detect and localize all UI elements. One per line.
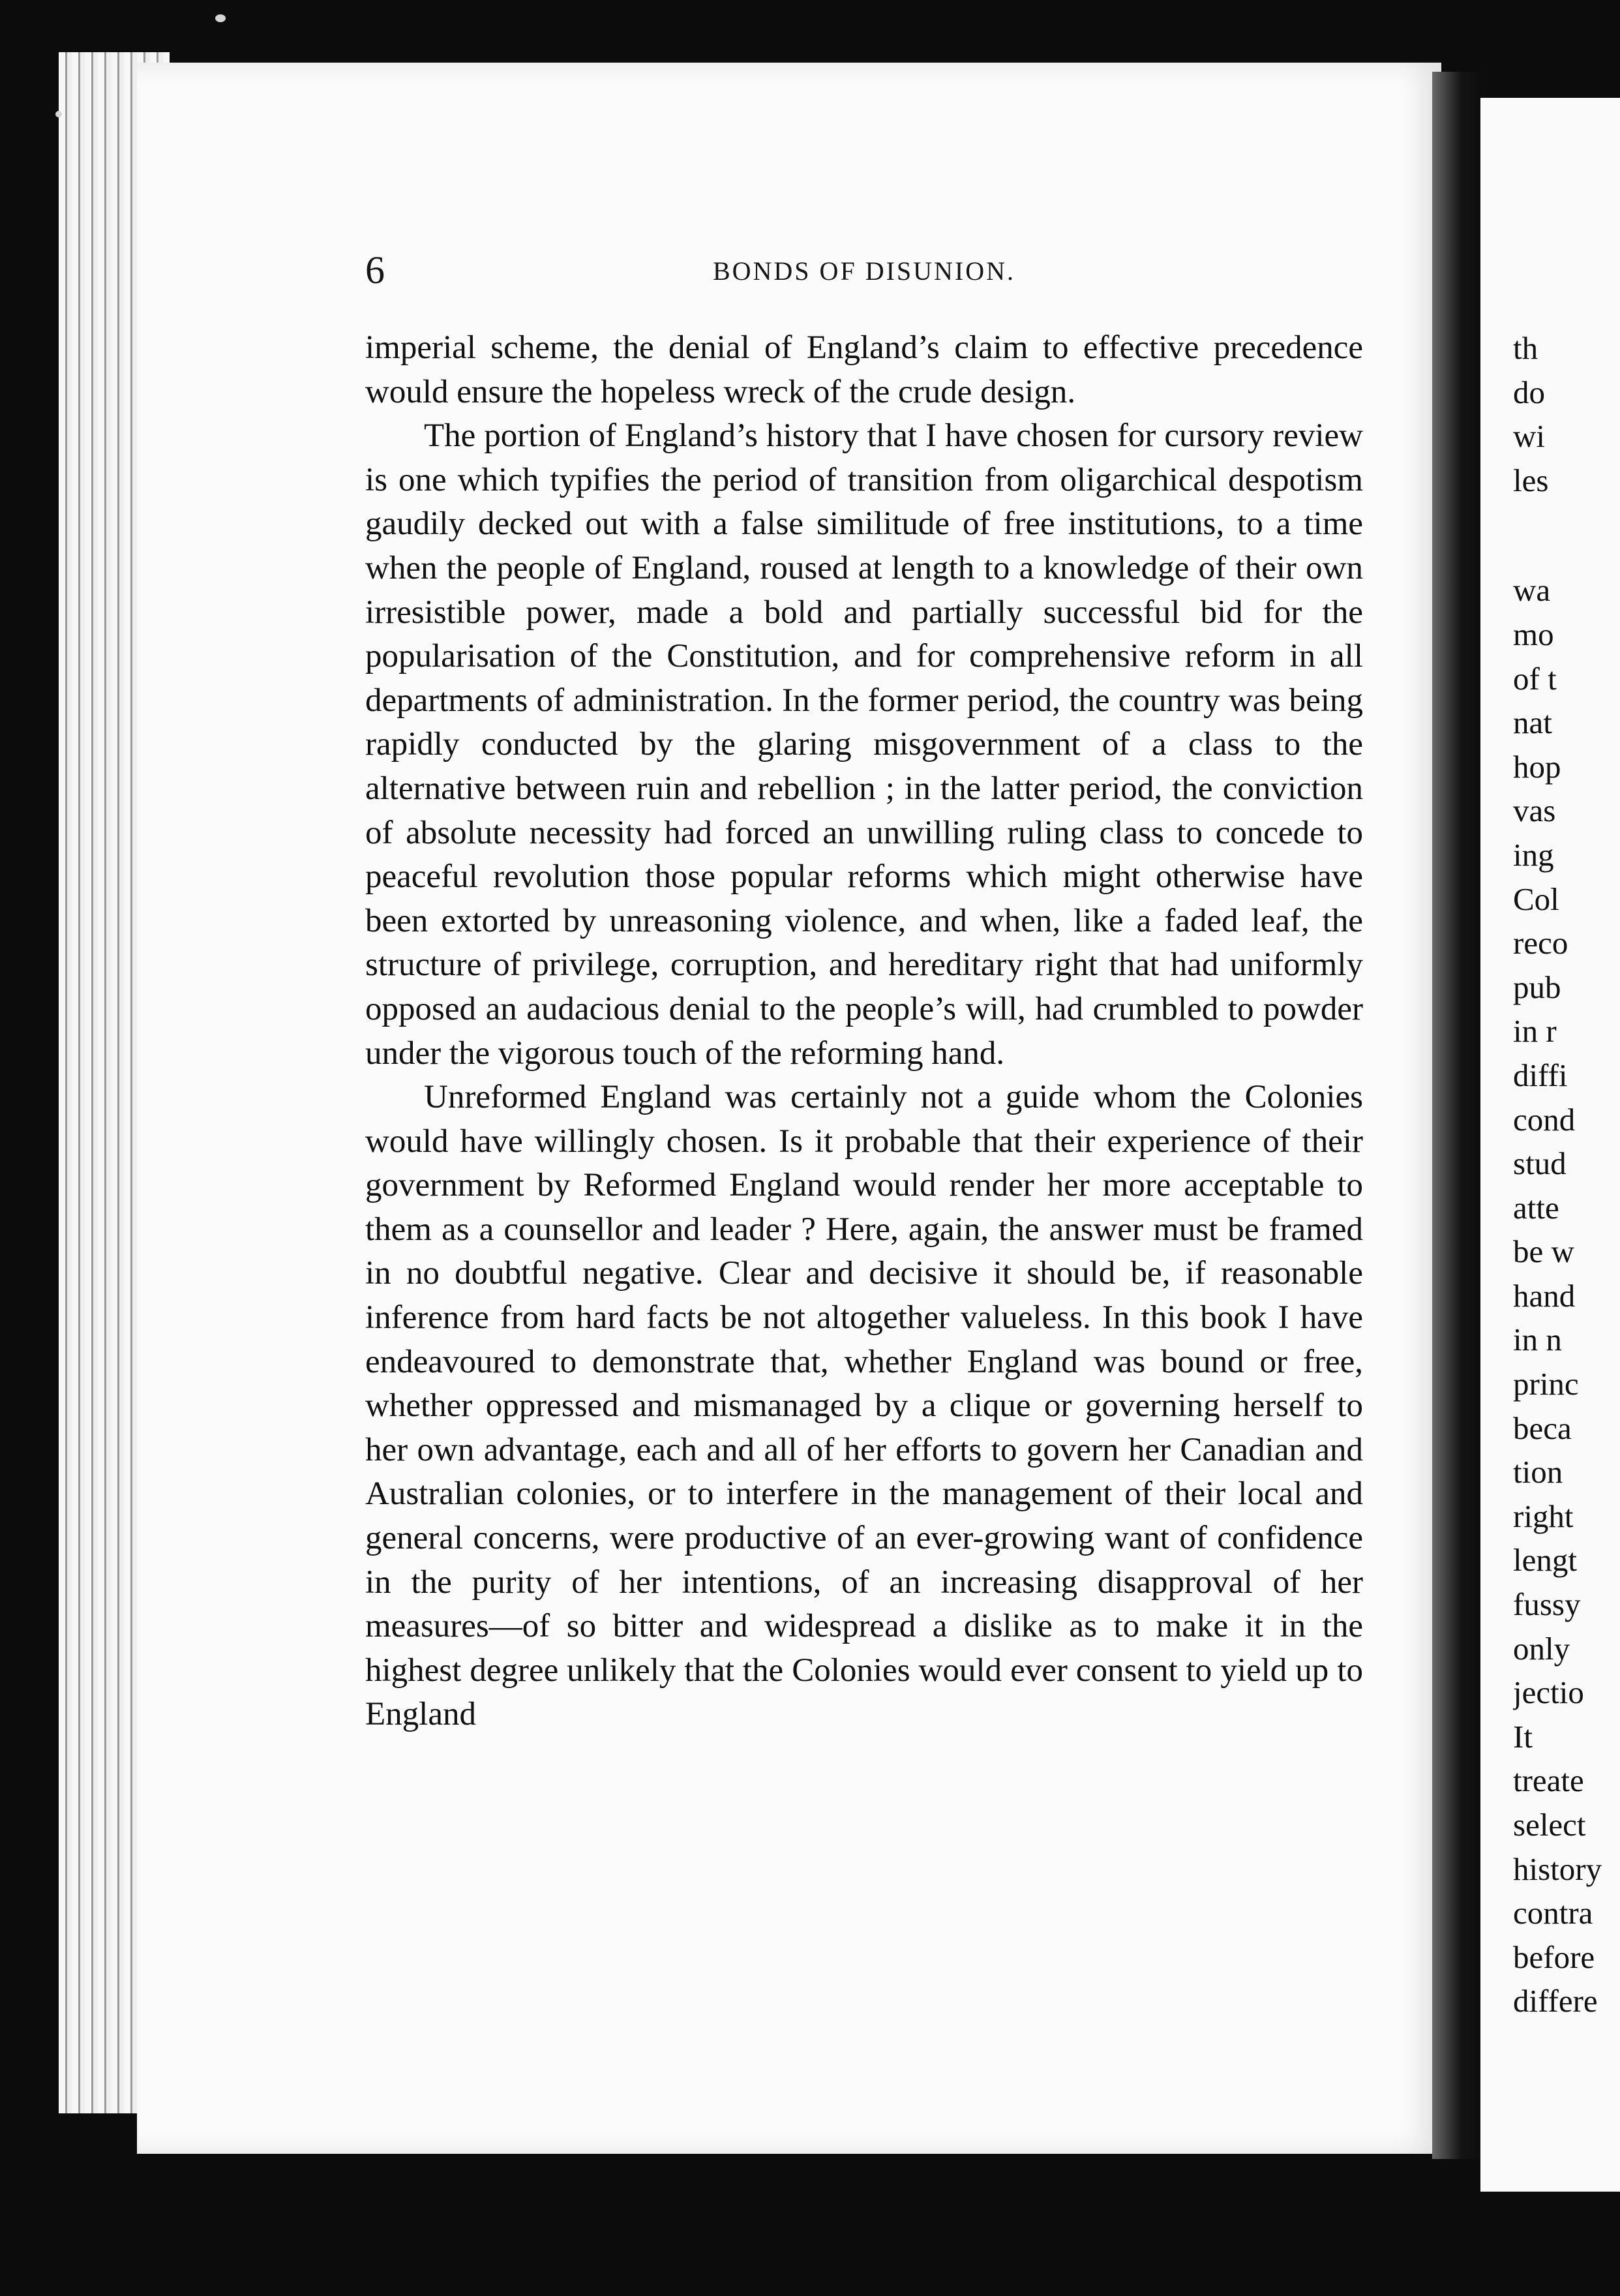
facing-page-line: princ [1513, 1366, 1579, 1402]
facing-page-line: tion [1513, 1454, 1563, 1490]
facing-page-line: diffi [1513, 1057, 1568, 1093]
facing-page-line: history [1513, 1850, 1602, 1887]
facing-page-line: reco [1513, 925, 1568, 961]
facing-page-line: les [1513, 462, 1549, 498]
running-head: BONDS OF DISUNION. [712, 256, 1016, 286]
facing-page-line: jectio [1513, 1674, 1584, 1711]
facing-page-line: It [1513, 1718, 1533, 1755]
facing-page-line: ing [1513, 836, 1554, 873]
facing-page-line: pub [1513, 969, 1561, 1005]
page-number: 6 [365, 249, 385, 292]
facing-page-line: only [1513, 1630, 1570, 1667]
dust-speck [55, 111, 62, 117]
facing-page-line: cond [1513, 1101, 1576, 1138]
paragraph: Unreformed England was certainly not a guide whom the Colonies would have willingly chosen. Is it probable that their experience of their government by Reformed England would render her more acceptable to them as a counsellor and leader ? Here, again, the answer must be framed in no doubtful negative. Clear and decisive it should be, if reasonable inference from hard facts be not altogether valueless. In this book I have endeavoured to demonstrate that, whether England was bound or free, whether oppressed and mismanaged by a clique or governing herself to her own advantage, each and all of her efforts to govern her Canadian and Australian colonies, or to interfere in the management of their local and general concerns, were productive of an ever-growing want of confidence in the purity of her intentions, of an increasing disapproval of her measures—of so bitter and widespread a dislike as to make it in the highest degree unlikely that the Colonies would ever consent to yield up to England [365, 1079, 1363, 1733]
facing-page-line: in n [1513, 1322, 1562, 1358]
body-text [365, 326, 1363, 1737]
facing-page-line: stud [1513, 1145, 1567, 1182]
facing-page-line: fussy [1513, 1586, 1581, 1623]
paragraph: The portion of England’s history that I have chosen for cursory review is one which typifies the period of transition from oligarchical despotism gaudily decked out with a false similitude of free institutions, to a time when the people of England, roused at length to a knowledge of their own irresistible power, made a bold and partially successful bid for the popularisation of the Constitution, and for comprehensive reform in all departments of administration. In the former period, the country was being rapidly conducted by the glaring misgovernment of a class to the alternative between ruin and rebellion ; in the latter period, the conviction of absolute necessity had forced an unwilling ruling class to concede to peaceful revolution those popular reforms which might otherwise have been extorted by unreasoning violence, and when, like a faded leaf, the structure of privilege, corruption, and hereditary right that had uniformly opposed an audacious denial to the people’s will, had crumbled to powder under the vigorous touch of the reforming hand. [365, 417, 1363, 1072]
facing-page-line: wi [1513, 418, 1545, 455]
facing-page-line: beca [1513, 1410, 1572, 1446]
book-gutter [1432, 72, 1484, 2159]
facing-page-gap [1513, 502, 1620, 568]
dust-speck [215, 14, 226, 22]
facing-page-line: be w [1513, 1233, 1574, 1270]
facing-page-line: before [1513, 1939, 1595, 1975]
facing-page-line: lengt [1513, 1542, 1577, 1578]
facing-page-line: differe [1513, 1983, 1598, 2019]
facing-page-line: hand [1513, 1277, 1576, 1314]
facing-page-line: mo [1513, 616, 1554, 652]
facing-page-line: treate [1513, 1762, 1584, 1799]
facing-page-line: contra [1513, 1895, 1593, 1931]
facing-page-line: vas [1513, 793, 1556, 829]
facing-page-line: do [1513, 374, 1545, 410]
facing-page-line: hop [1513, 748, 1561, 785]
facing-page-line: Col [1513, 881, 1559, 917]
facing-page-line: atte [1513, 1189, 1559, 1226]
facing-page-line: in r [1513, 1013, 1557, 1050]
facing-page-line: th [1513, 330, 1538, 366]
facing-page-line: wa [1513, 572, 1551, 609]
facing-page-line: nat [1513, 704, 1552, 741]
facing-page-line: of t [1513, 660, 1557, 697]
facing-page-text [1513, 326, 1620, 2023]
facing-page-line: right [1513, 1498, 1574, 1534]
facing-page-line: select [1513, 1807, 1586, 1843]
paragraph: imperial scheme, the denial of England’s claim to effective precedence would ensure the hopeless wreck of the crude design. [365, 329, 1363, 410]
page-header [365, 248, 1363, 307]
